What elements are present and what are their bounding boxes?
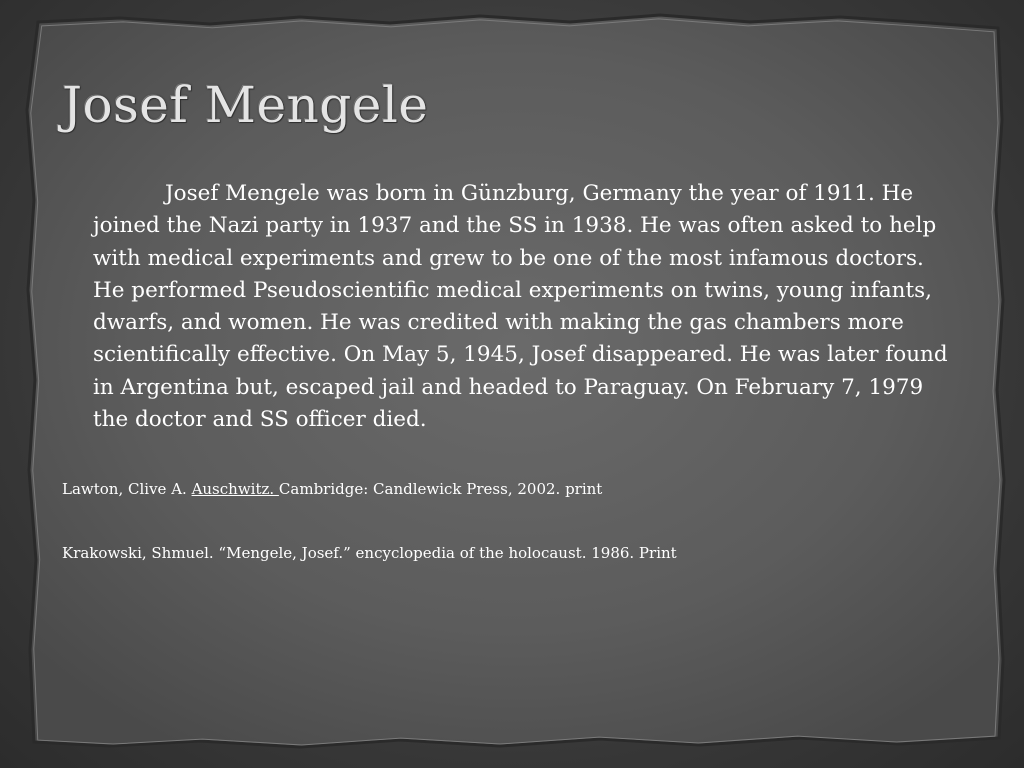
- citation-publisher: Cambridge: Candlewick Press, 2002. print: [278, 480, 603, 498]
- citation-book-title: Auschwitz.: [191, 480, 279, 498]
- citation-lawton: [62, 479, 602, 499]
- slide-title: Josef Mengele: [62, 76, 429, 134]
- body-paragraph: Josef Mengele was born in Günzburg, Germany the year of 1911. He joined the Nazi party in 1937 and the SS in 1938. He was often asked to help with medical experiments and grew to be one of the most infamous doctors. He performed Pseudoscientific medical experiments on twins, young infants, dwarfs, and women. He was credited with making the gas chambers more scientifically effective. On May 5, 1945, Josef disappeared. He was later found in Argentina but, escaped jail and headed to Paraguay. On February 7, 1979 the doctor and SS officer died.: [93, 181, 948, 433]
- citation-author: Lawton, Clive A.: [62, 480, 192, 498]
- citation-krakowski: Krakowski, Shmuel. “Mengele, Josef.” encyclopedia of the holocaust. 1986. Print: [62, 544, 677, 562]
